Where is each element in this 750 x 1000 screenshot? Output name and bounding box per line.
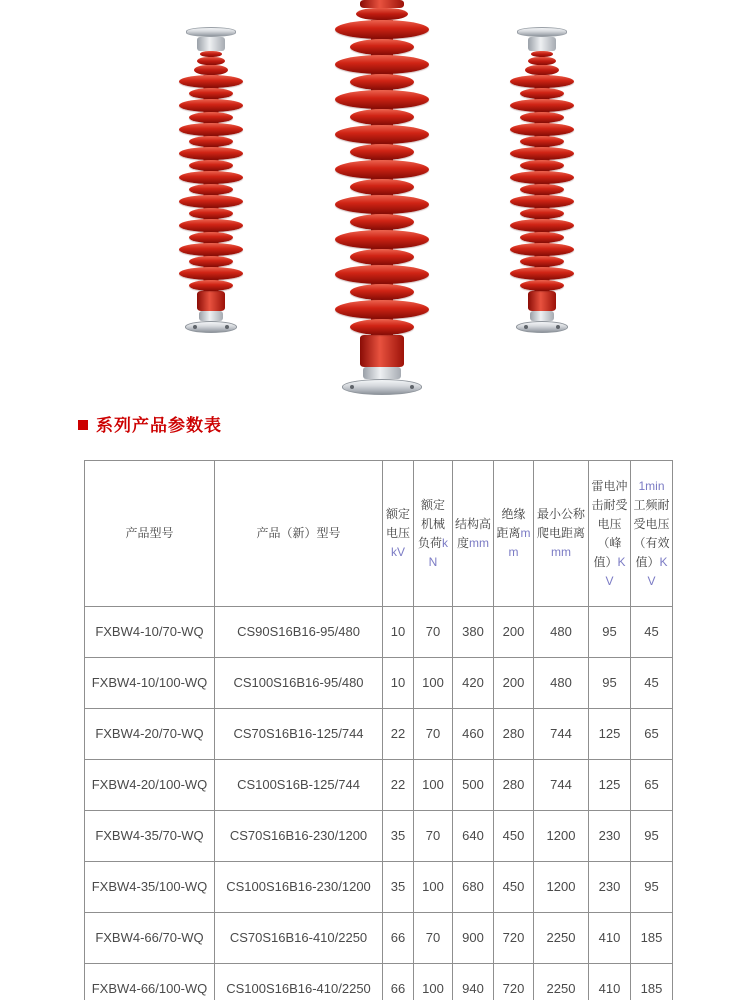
large-shed — [179, 99, 243, 112]
small-shed — [189, 232, 233, 243]
column-unit: mm — [469, 535, 489, 550]
table-cell: CS70S16B16-410/2250 — [215, 913, 383, 964]
column-header — [215, 461, 383, 607]
section-title-text: 系列产品参数表 — [96, 416, 222, 435]
table-cell: 450 — [494, 862, 534, 913]
table-cell: 65 — [631, 760, 673, 811]
small-shed — [520, 88, 564, 99]
table-cell: 380 — [453, 607, 494, 658]
column-header — [383, 461, 414, 607]
table-cell: 2250 — [534, 913, 589, 964]
column-label: 工频耐受电压（有效值） — [633, 497, 670, 569]
spec-table — [84, 460, 673, 1000]
large-shed — [510, 171, 574, 184]
column-unit: kV — [390, 545, 405, 559]
large-shed — [335, 90, 429, 109]
column-label: 产品型号 — [125, 526, 174, 540]
table-cell: 940 — [453, 964, 494, 1000]
table-cell: 95 — [631, 862, 673, 913]
top-ring — [356, 8, 408, 20]
table-cell: CS100S16B16-95/480 — [215, 658, 383, 709]
top-fitting — [528, 37, 556, 51]
table-row — [85, 811, 673, 862]
table-cell: 200 — [494, 658, 534, 709]
table-cell: 100 — [414, 658, 453, 709]
small-shed — [520, 232, 564, 243]
small-shed — [350, 284, 414, 300]
spec-table-body — [85, 607, 673, 1000]
table-cell: 2250 — [534, 964, 589, 1000]
bottom-sheath — [197, 291, 225, 311]
product-photo-insulators — [0, 0, 750, 400]
table-cell: FXBW4-66/70-WQ — [85, 913, 215, 964]
small-shed — [189, 136, 233, 147]
table-row — [85, 709, 673, 760]
table-cell: 1200 — [534, 811, 589, 862]
table-row — [85, 607, 673, 658]
large-shed — [335, 160, 429, 179]
large-shed — [510, 147, 574, 160]
table-cell: 280 — [494, 760, 534, 811]
spec-table-head — [85, 461, 673, 607]
small-shed — [189, 112, 233, 123]
table-cell: 70 — [414, 709, 453, 760]
table-cell: CS100S16B16-410/2250 — [215, 964, 383, 1000]
table-cell: 680 — [453, 862, 494, 913]
insulator-left — [163, 27, 259, 333]
large-shed — [335, 125, 429, 144]
top-fitting — [197, 37, 225, 51]
large-shed — [510, 219, 574, 232]
table-cell: CS70S16B16-230/1200 — [215, 811, 383, 862]
large-shed — [179, 219, 243, 232]
top-flange — [186, 27, 236, 37]
column-label: 额定机械负荷 — [417, 497, 445, 550]
table-cell: 230 — [589, 862, 631, 913]
small-shed — [350, 214, 414, 230]
table-cell: 22 — [383, 760, 414, 811]
table-cell: FXBW4-10/70-WQ — [85, 607, 215, 658]
table-cell: 22 — [383, 709, 414, 760]
spec-table-wrap — [84, 460, 674, 1000]
section-title — [78, 411, 222, 436]
table-cell: 65 — [631, 709, 673, 760]
table-cell: 200 — [494, 607, 534, 658]
table-cell: FXBW4-66/100-WQ — [85, 964, 215, 1000]
small-shed — [520, 136, 564, 147]
table-cell: 280 — [494, 709, 534, 760]
small-shed — [350, 39, 414, 55]
small-shed — [189, 280, 233, 291]
table-cell: 95 — [589, 658, 631, 709]
large-shed — [179, 147, 243, 160]
table-cell: 720 — [494, 964, 534, 1000]
large-shed — [179, 75, 243, 88]
column-label: 绝缘距离 — [496, 507, 526, 540]
table-row — [85, 913, 673, 964]
table-cell: 100 — [414, 760, 453, 811]
small-shed — [350, 179, 414, 195]
table-cell: 1200 — [534, 862, 589, 913]
neck-ring — [525, 65, 559, 75]
table-cell: 480 — [534, 607, 589, 658]
table-cell: CS100S16B16-230/1200 — [215, 862, 383, 913]
table-cell: 450 — [494, 811, 534, 862]
large-shed — [179, 267, 243, 280]
column-header — [453, 461, 494, 607]
large-shed — [179, 123, 243, 136]
large-shed — [335, 20, 429, 39]
table-cell: FXBW4-20/70-WQ — [85, 709, 215, 760]
insulator-middle — [330, 0, 434, 395]
column-header — [534, 461, 589, 607]
large-shed — [510, 267, 574, 280]
table-cell: 410 — [589, 913, 631, 964]
table-cell: 410 — [589, 964, 631, 1000]
column-label: 最小公称爬电距离 — [536, 507, 585, 540]
column-header — [85, 461, 215, 607]
bottom-fitting — [530, 311, 554, 321]
table-cell: 66 — [383, 964, 414, 1000]
small-shed — [520, 160, 564, 171]
small-shed — [350, 319, 414, 335]
table-cell: FXBW4-10/100-WQ — [85, 658, 215, 709]
table-cell: FXBW4-35/100-WQ — [85, 862, 215, 913]
table-cell: 35 — [383, 811, 414, 862]
table-row — [85, 862, 673, 913]
neck-ring — [197, 57, 225, 65]
table-cell: 10 — [383, 607, 414, 658]
table-cell: 744 — [534, 760, 589, 811]
small-shed — [189, 184, 233, 195]
column-label: 结构高度 — [455, 516, 492, 550]
table-cell: 480 — [534, 658, 589, 709]
table-cell: 100 — [414, 862, 453, 913]
table-cell: 744 — [534, 709, 589, 760]
large-shed — [335, 300, 429, 319]
table-cell: CS100S16B-125/744 — [215, 760, 383, 811]
table-cell: 95 — [589, 607, 631, 658]
table-cell: CS90S16B16-95/480 — [215, 607, 383, 658]
column-header — [494, 461, 534, 607]
small-shed — [189, 208, 233, 219]
column-label: 雷电冲击耐受电压（峰值） — [591, 478, 628, 569]
weather-sheds — [335, 20, 429, 335]
neck-ring — [528, 57, 556, 65]
table-cell: 70 — [414, 811, 453, 862]
large-shed — [510, 195, 574, 208]
large-shed — [510, 123, 574, 136]
top-rod — [360, 0, 404, 8]
column-label: 额定电压 — [385, 507, 410, 540]
large-shed — [335, 265, 429, 284]
large-shed — [510, 99, 574, 112]
large-shed — [510, 75, 574, 88]
insulator-right — [494, 27, 590, 333]
column-unit: mm — [551, 545, 571, 559]
table-cell: 100 — [414, 964, 453, 1000]
header-row — [85, 461, 673, 607]
large-shed — [335, 230, 429, 249]
table-cell: 66 — [383, 913, 414, 964]
small-shed — [189, 256, 233, 267]
large-shed — [179, 171, 243, 184]
table-cell: 70 — [414, 913, 453, 964]
weather-sheds — [510, 75, 574, 291]
base-flange — [185, 321, 237, 333]
column-header — [589, 461, 631, 607]
table-cell: 230 — [589, 811, 631, 862]
table-cell: 125 — [589, 760, 631, 811]
table-cell: 185 — [631, 964, 673, 1000]
large-shed — [335, 195, 429, 214]
table-cell: 125 — [589, 709, 631, 760]
table-cell: 640 — [453, 811, 494, 862]
table-cell: FXBW4-20/100-WQ — [85, 760, 215, 811]
table-cell: 70 — [414, 607, 453, 658]
small-shed — [520, 112, 564, 123]
column-unit: KV — [647, 554, 668, 588]
table-cell: 185 — [631, 913, 673, 964]
large-shed — [179, 195, 243, 208]
table-row — [85, 964, 673, 1000]
base-flange — [342, 379, 422, 395]
small-shed — [520, 280, 564, 291]
large-shed — [179, 243, 243, 256]
large-shed — [510, 243, 574, 256]
small-shed — [350, 74, 414, 90]
column-unit: 1min — [638, 478, 665, 493]
table-cell: 45 — [631, 607, 673, 658]
table-cell: 900 — [453, 913, 494, 964]
table-cell: 460 — [453, 709, 494, 760]
large-shed — [335, 55, 429, 74]
weather-sheds — [179, 75, 243, 291]
bottom-fitting — [363, 367, 401, 379]
small-shed — [189, 88, 233, 99]
table-row — [85, 658, 673, 709]
table-cell: 420 — [453, 658, 494, 709]
small-shed — [189, 160, 233, 171]
column-unit: mm — [508, 526, 531, 559]
bottom-sheath — [360, 335, 404, 367]
table-cell: 95 — [631, 811, 673, 862]
table-cell: CS70S16B16-125/744 — [215, 709, 383, 760]
small-shed — [520, 256, 564, 267]
table-cell: 35 — [383, 862, 414, 913]
column-unit: KV — [605, 554, 626, 588]
table-cell: 500 — [453, 760, 494, 811]
small-shed — [350, 249, 414, 265]
neck-ring — [194, 65, 228, 75]
table-cell: 10 — [383, 658, 414, 709]
small-shed — [350, 144, 414, 160]
base-flange — [516, 321, 568, 333]
table-cell: 45 — [631, 658, 673, 709]
table-row — [85, 760, 673, 811]
small-shed — [520, 184, 564, 195]
top-flange — [517, 27, 567, 37]
column-label: 产品（新）型号 — [256, 526, 341, 540]
small-shed — [350, 109, 414, 125]
small-shed — [520, 208, 564, 219]
column-unit: kN — [428, 535, 448, 569]
bottom-sheath — [528, 291, 556, 311]
column-header — [414, 461, 453, 607]
bottom-fitting — [199, 311, 223, 321]
table-cell: 720 — [494, 913, 534, 964]
table-cell: FXBW4-35/70-WQ — [85, 811, 215, 862]
column-header — [631, 461, 673, 607]
red-square-bullet-icon — [78, 420, 88, 430]
